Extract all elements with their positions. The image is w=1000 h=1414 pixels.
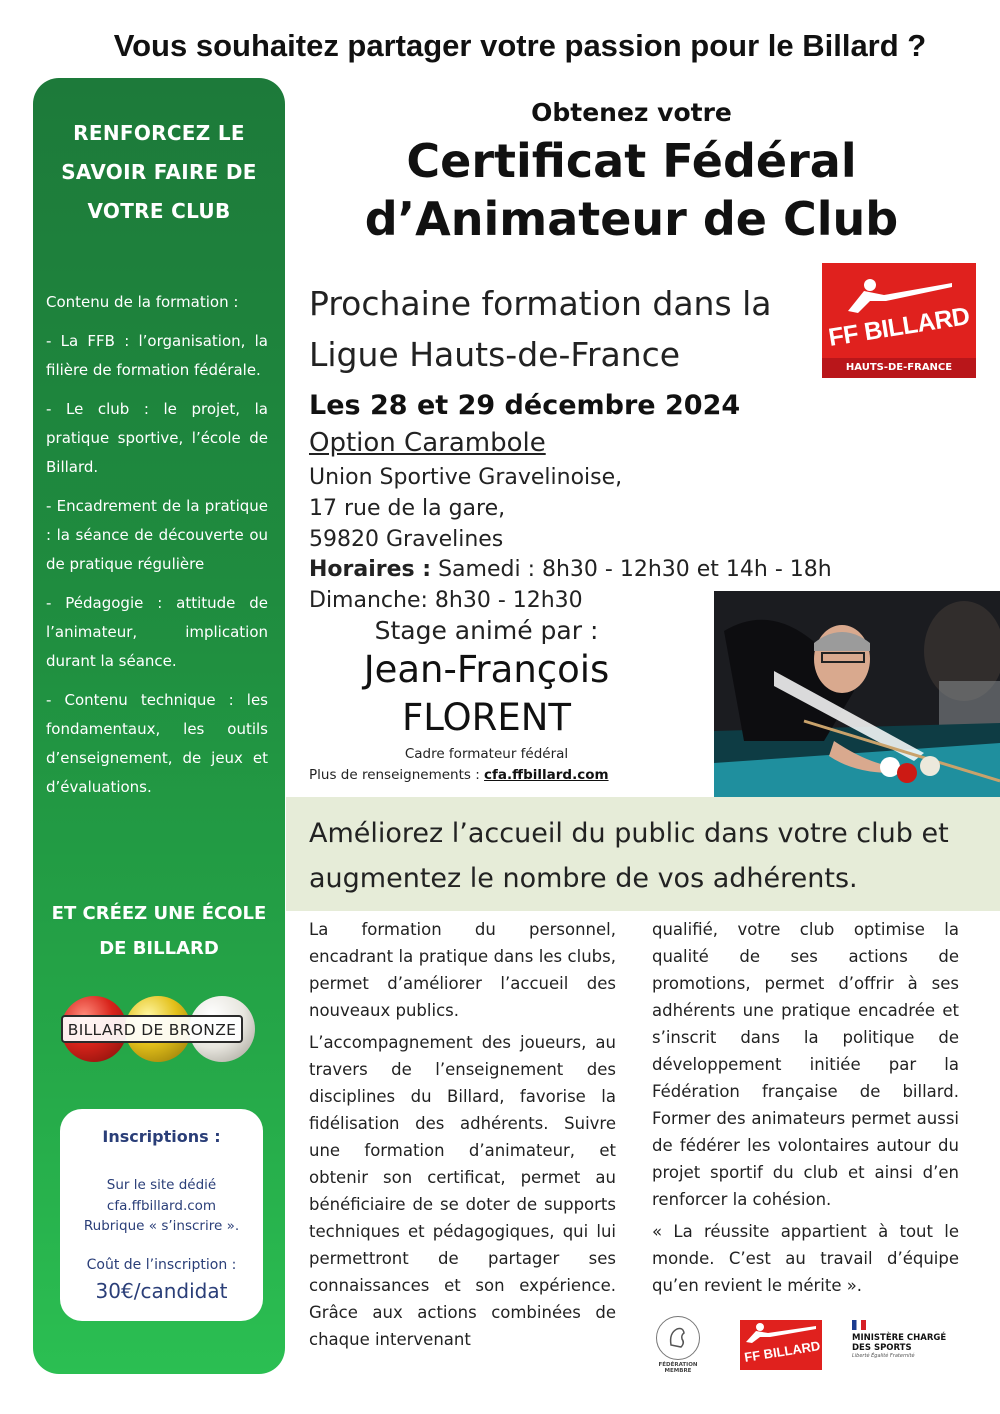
certificate-title-line: Certificat Fédéral: [406, 134, 857, 188]
training-content-item: - Contenu technique : les fondamentaux, les outils d’enseignement, de jeux et d’évaluations.: [46, 691, 268, 796]
banner-line: Améliorez l’accueil du public dans votre club et: [309, 818, 949, 849]
trainer-name-line: Jean-François: [363, 648, 610, 691]
french-flag-icon: [852, 1320, 866, 1330]
more-info-label: Plus de renseignements :: [309, 767, 485, 783]
certificate-title-line: d’Animateur de Club: [364, 192, 899, 246]
cost-label: Coût de l’inscription :: [86, 1257, 237, 1273]
sidebar-title-line: VOTRE CLUB: [87, 199, 231, 223]
inscriptions-info: [60, 1175, 263, 1237]
training-content-item: - Encadrement de la pratique : la séance de découverte ou de pratique régulière: [46, 497, 268, 573]
banner-line: augmentez le nombre de vos adhérents.: [309, 863, 858, 894]
billiard-player-image: [714, 591, 1000, 797]
body-paragraph: L’accompagnement des joueurs, au travers de l’enseignement des disciplines du Billard, favorise la fidélisation des adhérents. Suivre une formation d’animateur, et obtenir son certificat, permet au bénéficiaire de se doter de supports techniques et pédagogiques, qui lui permettront de partager ses connaissances et son expérience. Grâce aux actions combinées de chaque intervenant: [309, 1033, 616, 1349]
seal-caption: FÉDÉRATION MEMBRE: [658, 1362, 698, 1374]
body-column-right: [652, 916, 959, 1304]
training-content-item: - Pédagogie : attitude de l’animateur, implication durant la séance.: [46, 594, 268, 670]
obtain-heading: Obtenez votre: [531, 98, 732, 127]
address-line: 17 rue de la gare,: [309, 496, 506, 521]
inscriptions-link[interactable]: cfa.ffbillard.com: [106, 1197, 217, 1214]
next-training-line: Prochaine formation dans la: [309, 284, 772, 323]
inscriptions-title: Inscriptions :: [102, 1127, 221, 1146]
training-option: Option Carambole: [309, 428, 546, 458]
ministry-logo: [852, 1320, 962, 1359]
next-training-line: Ligue Hauts-de-France: [309, 335, 681, 374]
inscriptions-line: Rubrique « s’inscrire ».: [83, 1218, 240, 1234]
more-info: [309, 767, 609, 783]
billard-bronze-badge: [61, 996, 261, 1062]
schedule-saturday: [309, 554, 832, 585]
address-line: 59820 Gravelines: [309, 527, 504, 552]
sidebar-cta-line: ET CRÉEZ UNE ÉCOLE: [51, 903, 267, 924]
sidebar-cta: [33, 896, 285, 966]
venue-address: [309, 462, 622, 555]
training-content: [46, 288, 268, 812]
trainer-photo: [714, 591, 1000, 797]
inscriptions-box: [60, 1109, 263, 1321]
trainer-role: Cadre formateur fédéral: [404, 746, 569, 762]
body-quote: « La réussite appartient à tout le monde. C’est au travail d’équipe qu’en revient le mérite ».: [652, 1222, 959, 1295]
body-paragraph: La formation du personnel, encadrant la pratique dans les clubs, permet d’améliorer l’accueil des nouveaux publics.: [309, 920, 616, 1020]
ff-billard-small-logo: [740, 1320, 822, 1370]
ministry-title: MINISTÈRE CHARGÉ DES SPORTS: [852, 1333, 947, 1353]
sidebar-title-line: RENFORCEZ LE: [73, 121, 245, 145]
training-content-intro: Contenu de la formation :: [46, 293, 239, 311]
more-info-link[interactable]: cfa.ffbillard.com: [484, 767, 609, 783]
logo-text: FF BILLARD: [826, 302, 972, 352]
training-content-item: - La FFB : l’organisation, la filière de formation fédérale.: [46, 332, 268, 379]
cost-value: 30€/candidat: [95, 1279, 228, 1303]
sidebar-cta-line: DE BILLARD: [99, 938, 219, 959]
next-training: [309, 278, 772, 380]
highlight-banner: [286, 797, 1000, 911]
ff-billard-logo: [822, 263, 976, 378]
saturday-hours: Samedi : 8h30 - 12h30 et 14h - 18h: [431, 557, 832, 582]
logo-region: HAUTS-DE-FRANCE: [822, 358, 976, 378]
page-headline: Vous souhaitez partager votre passion pour le Billard ?: [113, 28, 927, 63]
training-content-item: - Le club : le projet, la pratique sportive, l’école de Billard.: [46, 400, 268, 476]
training-dates: Les 28 et 29 décembre 2024: [309, 390, 741, 421]
sunday-hours: Dimanche: 8h30 - 12h30: [309, 588, 583, 613]
sidebar-title-line: SAVOIR FAIRE DE: [61, 160, 257, 184]
sidebar-title: [33, 114, 285, 231]
stage-intro: Stage animé par :: [374, 616, 599, 645]
rooster-icon: [657, 1317, 698, 1358]
inscriptions-line: Sur le site dédié: [106, 1177, 217, 1193]
trainer-name: [309, 646, 664, 742]
body-paragraph: qualifié, votre club optimise la qualité de ses actions de promotions, permet d’offrir à ses adhérents une pratique encadrée et s’inscrit dans la politique de développement initiée par la Fédération française de billard. Former des animateurs permet aussi de fédérer les volontaires autour du projet sportif du club et ainsi d’en renforcer la cohésion.: [652, 920, 959, 1209]
schedule-label: Horaires :: [309, 557, 432, 582]
badge-label: BILLARD DE BRONZE: [61, 1015, 243, 1043]
address-line: Union Sportive Gravelinoise,: [309, 465, 623, 490]
body-column-left: [309, 916, 616, 1358]
ff-small-logo-text: FF BILLARD: [743, 1338, 822, 1365]
trainer-name-line: FLORENT: [401, 696, 572, 739]
banner-text: [309, 811, 989, 901]
cnosf-seal-icon: [656, 1316, 700, 1360]
partner-logos: [652, 1312, 962, 1372]
certificate-title: [283, 132, 980, 248]
ministry-motto: Liberté Égalité Fraternité: [852, 1353, 915, 1359]
sidebar-panel: [33, 78, 285, 1374]
